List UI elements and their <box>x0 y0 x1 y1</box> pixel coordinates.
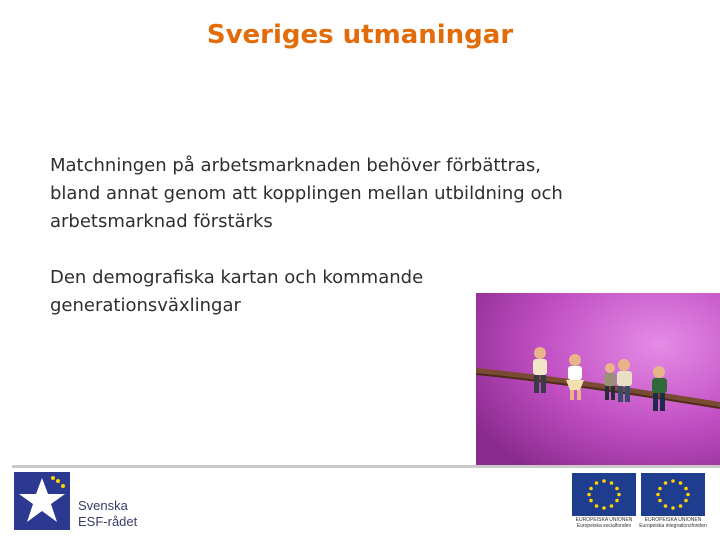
paragraph-demografi: Den demografiska kartan och kommande generationsväxlingar <box>50 267 424 316</box>
footer-divider <box>12 465 720 468</box>
figurines-photo <box>476 293 720 465</box>
eu-flag-icon <box>572 473 636 516</box>
esf-logo <box>14 470 154 532</box>
eu-caption-integrationsfonden: EUROPEISKA UNIONEN Europeiska integrationsfonden <box>639 517 707 529</box>
eu-flag-icon <box>641 473 705 516</box>
star-figure-icon <box>14 472 70 530</box>
figurines-on-branch-image <box>476 293 720 465</box>
slide-title: Sveriges utmaningar <box>206 20 514 50</box>
paragraph-matchning: Matchningen på arbetsmarknaden behöver förbättras, bland annat genom att kopplingen mellan utbildning och arbetsmarknad förstärks <box>50 155 563 232</box>
esf-name: Svenska ESF-rådet <box>78 498 138 529</box>
eu-caption-socialfonden: EUROPEISKA UNIONEN Europeiska socialfonden <box>575 517 633 529</box>
